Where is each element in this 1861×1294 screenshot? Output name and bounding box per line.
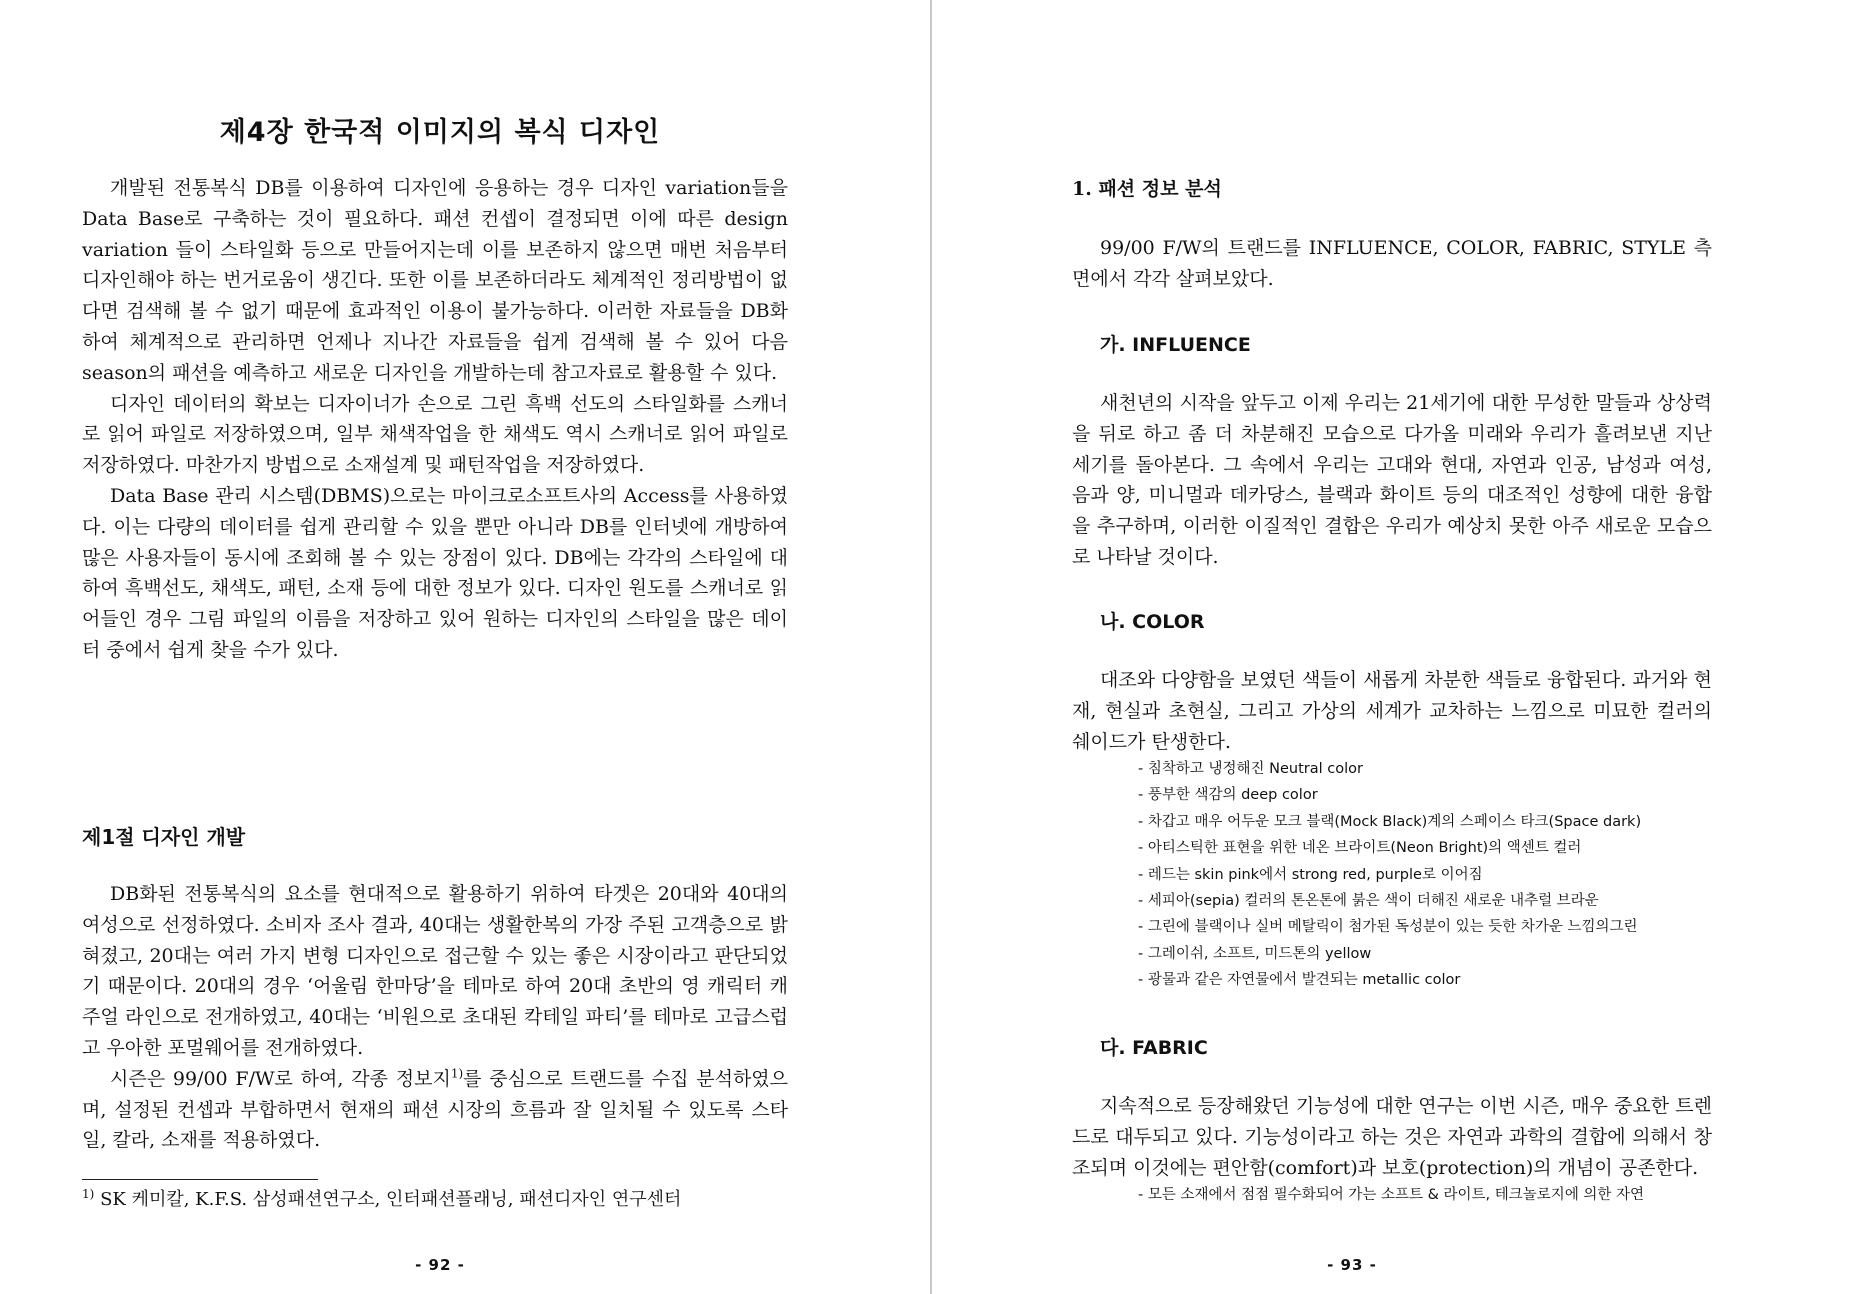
fabric-text: [1072, 1091, 1712, 1183]
paragraph-text: 를 중심으로 트랜드를 수집 분석하였으며, 설정된 컨셉과 부합하면서 현재의 패션 시장의 흐름과 잘 일치될 수 있도록 스타일, 칼라, 소재를 적용하였다.: [82, 1067, 789, 1152]
color-heading: 나. COLOR: [1100, 611, 1205, 633]
list-item: - 세피아(sepia) 컬러의 톤온톤에 붉은 색이 더해진 새로운 내추럴 브라운: [1138, 888, 1718, 914]
page-93: [932, 0, 1861, 1294]
footnote-ref: 1): [450, 1066, 464, 1081]
list-item: - 풍부한 색감의 deep color: [1138, 782, 1718, 808]
page-number: - 92 -: [415, 1256, 465, 1274]
paragraph-text: 시즌은 99/00 F/W로 하여, 각종 정보지: [110, 1067, 451, 1090]
intro-text: [82, 173, 788, 666]
page-number: - 93 -: [1327, 1256, 1377, 1274]
footnote-text: SK 케미칼, K.F.S. 삼성패션연구소, 인터패션플래닝, 패션디자인 연구센터: [100, 1189, 682, 1210]
paragraph: 디자인 데이터의 확보는 디자이너가 손으로 그린 흑백 선도의 스타일화를 스캐너로 읽어 파일로 저장하였으며, 일부 채색작업을 한 채색도 역시 스캐너로 읽어 파일로 저장하였다. 마찬가지 방법으로 소재설계 및 패턴작업을 저장하였다.: [82, 392, 788, 477]
color-text: [1072, 665, 1712, 757]
list-item: - 침착하고 냉정해진 Neutral color: [1138, 756, 1718, 782]
list-item: - 아티스틱한 표현을 위한 네온 브라이트(Neon Bright)의 액센트 컬러: [1138, 835, 1718, 861]
paragraph: Data Base 관리 시스템(DBMS)으로는 마이크로소프트사의 Access를 사용하였다. 이는 다량의 데이터를 쉽게 관리할 수 있을 뿐만 아니라 DB를 인터넷에 개방하여 많은 사용자들이 동시에 조회해 볼 수 있는 장점이 있다. DB에는 각각의 스타일에 대하여 흑백선도, 채색도, 패턴, 소재 등에 대한 정보가 있다. 디자인 원도를 스캐너로 읽어들인 경우 그림 파일의 이름을 저장하고 있어 원하는 디자인의 스타일을 많은 데이터 중에서 쉽게 찾을 수가 있다.: [82, 484, 788, 661]
intro-text: [1072, 233, 1712, 295]
list-item: - 광물과 같은 자연물에서 발견되는 metallic color: [1138, 967, 1718, 993]
fabric-list: [1138, 1182, 1718, 1208]
footnote-marker: 1): [82, 1187, 95, 1201]
list-item: - 그린에 블랙이나 실버 메탈릭이 첨가된 독성분이 있는 듯한 차가운 느낌의그린: [1138, 914, 1718, 940]
paragraph: 대조와 다양함을 보였던 색들이 새롭게 차분한 색들로 융합된다. 과거와 현재, 현실과 초현실, 그리고 가상의 세계가 교차하는 느낌으로 미묘한 컬러의 쉐이드가 탄생한다.: [1072, 669, 1712, 753]
influence-text: [1072, 388, 1712, 573]
list-item: - 레드는 skin pink에서 strong red, purple로 이어짐: [1138, 862, 1718, 888]
list-item: - 모든 소재에서 점점 필수화되어 가는 소프트 & 라이트, 테크놀로지에 의한 자연: [1138, 1182, 1718, 1208]
paragraph: [82, 1064, 788, 1156]
section-title: 제1절 디자인 개발: [82, 825, 246, 849]
paragraph: 새천년의 시작을 앞두고 이제 우리는 21세기에 대한 무성한 말들과 상상력을 뒤로 하고 좀 더 차분해진 모습으로 다가올 미래와 우리가 흘려보낸 지난 세기를 돌아본다. 그 속에서 우리는 고대와 현대, 자연과 인공, 남성과 여성, 음과 양, 미니멀과 데카당스, 블랙과 화이트 등의 대조적인 성향에 대한 융합을 추구하며, 이러한 이질적인 결합은 우리가 예상치 못한 아주 새로운 모습으로 나타날 것이다.: [1072, 392, 1712, 568]
paragraph: 개발된 전통복식 DB를 이용하여 디자인에 응용하는 경우 디자인 variation들을 Data Base로 구축하는 것이 필요하다. 패션 컨셉이 결정되면 이에 따른 design variation 들이 스타일화 등으로 만들어지는데 이를 보존하지 않으면 매번 처음부터 디자인해야 하는 번거로움이 생긴다. 또한 이를 보존하더라도 체계적인 정리방법이 없다면 검색해 볼 수 없기 때문에 효과적인 이용이 불가능하다. 이러한 자료들을 DB화하여 체계적으로 관리하면 언제나 지나간 자료들을 쉽게 검색해 볼 수 있어 다음 season의 패션을 예측하고 새로운 디자인을 개발하는데 참고자료로 활용할 수 있다.: [82, 177, 788, 384]
footnote: [82, 1185, 681, 1211]
influence-heading: 가. INFLUENCE: [1100, 334, 1251, 356]
paragraph: 지속적으로 등장해왔던 기능성에 대한 연구는 이번 시즌, 매우 중요한 트렌드로 대두되고 있다. 기능성이라고 하는 것은 자연과 과학의 결합에 의해서 창조되며 이것에는 편안함(comfort)과 보호(protection)의 개념이 공존한다.: [1072, 1095, 1712, 1179]
list-item: - 차갑고 매우 어두운 모크 블랙(Mock Black)계의 스페이스 타크(Space dark): [1138, 809, 1718, 835]
paragraph: 99/00 F/W의 트랜드를 INFLUENCE, COLOR, FABRIC, STYLE 측면에서 각각 살펴보았다.: [1072, 237, 1712, 290]
page-92: [0, 0, 930, 1294]
paragraph: DB화된 전통복식의 요소를 현대적으로 활용하기 위하여 타겟은 20대와 40대의 여성으로 선정하였다. 소비자 조사 결과, 40대는 생활한복의 가장 주된 고객층으로 밝혀졌고, 20대는 여러 가지 변형 디자인으로 접근할 수 있는 좋은 시장이라고 판단되었기 때문이다. 20대의 경우 ‘어울림 한마당’을 테마로 하여 20대 초반의 영 캐릭터 캐주얼 라인으로 전개하였고, 40대는 ‘비원으로 초대된 칵테일 파티’를 테마로 고급스럽고 우아한 포멀웨어를 전개하였다.: [82, 883, 788, 1059]
footnote-divider: [82, 1179, 318, 1180]
color-list: [1138, 756, 1718, 994]
fabric-heading: 다. FABRIC: [1100, 1037, 1208, 1059]
section-text: [82, 879, 788, 1156]
section-title: 1. 패션 정보 분석: [1072, 178, 1222, 200]
list-item: - 그레이쉬, 소프트, 미드톤의 yellow: [1138, 941, 1718, 967]
chapter-title: 제4장 한국적 이미지의 복식 디자인: [219, 117, 661, 148]
